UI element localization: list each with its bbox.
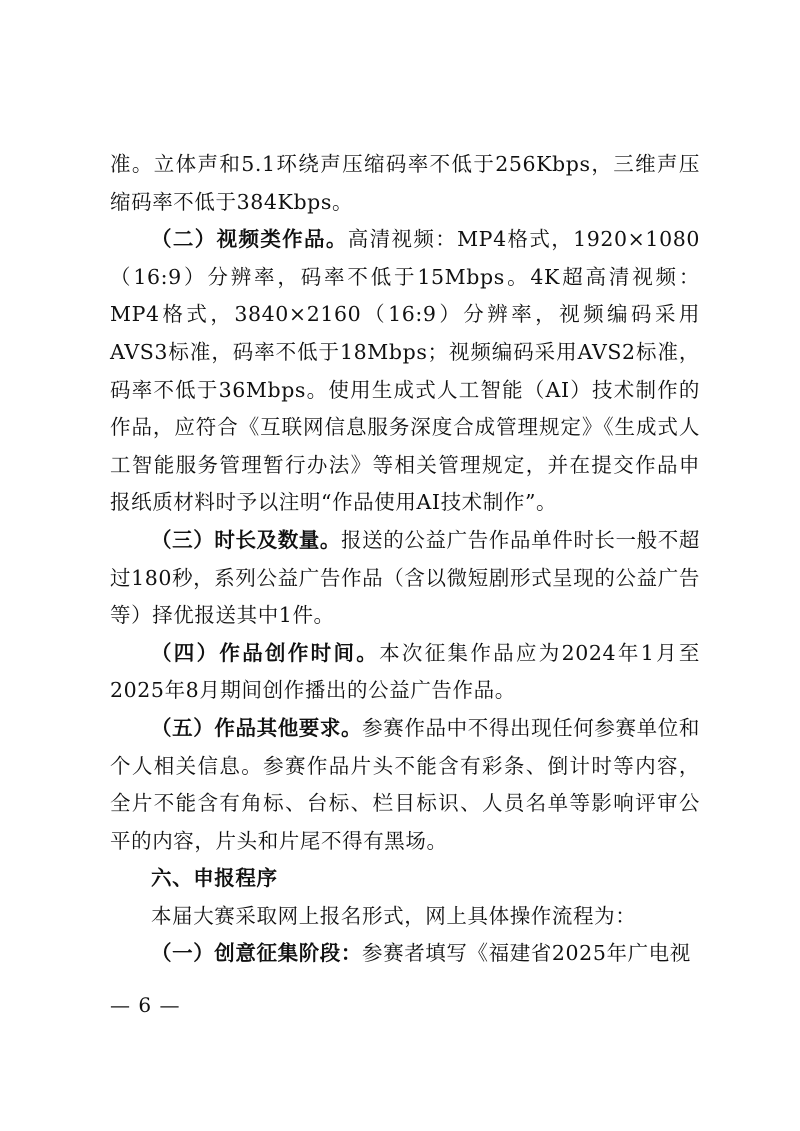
paragraph-text: 准。立体声和5.1环绕声压缩码率不低于256Kbps，三维声压缩码率不低于384Kbps。 <box>110 152 700 214</box>
paragraph-text: 报送的公益广告作品单件时长一般不超过180秒，系列公益广告作品（含以微短剧形式呈现的公益广告等）择优报送其中1件。 <box>110 527 700 628</box>
paragraph-lead: （五）作品其他要求。 <box>151 715 363 740</box>
paragraph-video-works <box>110 221 700 522</box>
document-body <box>110 146 700 973</box>
paragraph-text: 高清视频：MP4格式，1920×1080（16:9）分辨率，码率不低于15Mbps。4K超高清视频：MP4格式，3840×2160（16:9）分辨率，视频编码采用AVS3标准，码率不低于18Mbps；视频编码采用AVS2标准，码率不低于36Mbps。使用生成式人工智能（AI）技术制作的作品，应符合《互联网信息服务深度合成管理规定》《生成式人工智能服务管理暂行办法》等相关管理规定，并在提交作品申报纸质材料时予以注明“作品使用AI技术制作”。 <box>110 227 700 515</box>
paragraph-lead: （四）作品创作时间。 <box>151 640 380 665</box>
paragraph-lead: （二）视频类作品。 <box>151 227 348 252</box>
section-heading <box>110 860 700 898</box>
paragraph-idea-collection <box>110 935 700 973</box>
paragraph-lead: （一）创意征集阶段： <box>151 941 362 966</box>
paragraph-application-intro <box>110 898 700 936</box>
paragraph-text: 参赛者填写《福建省2025年广电视 <box>362 941 691 966</box>
paragraph-text: 参赛作品中不得出现任何参赛单位和个人相关信息。参赛作品片头不能含有彩条、倒计时等内容，全片不能含有角标、台标、栏目标识、人员名单等影响评审公平的内容，片头和片尾不得有黑场。 <box>110 715 700 853</box>
paragraph-text: 本届大赛采取网上报名形式，网上具体操作流程为： <box>151 903 637 928</box>
paragraph-other-requirements <box>110 710 700 860</box>
paragraph-continuation <box>110 146 700 221</box>
paragraph-text: 本次征集作品应为2024年1月至2025年8月期间创作播出的公益广告作品。 <box>110 640 700 703</box>
section-title: 六、申报程序 <box>151 866 278 891</box>
paragraph-lead: （三）时长及数量。 <box>151 527 342 552</box>
paragraph-duration-quantity <box>110 522 700 635</box>
page-number: — 6 — <box>110 993 181 1017</box>
paragraph-creation-time <box>110 635 700 710</box>
